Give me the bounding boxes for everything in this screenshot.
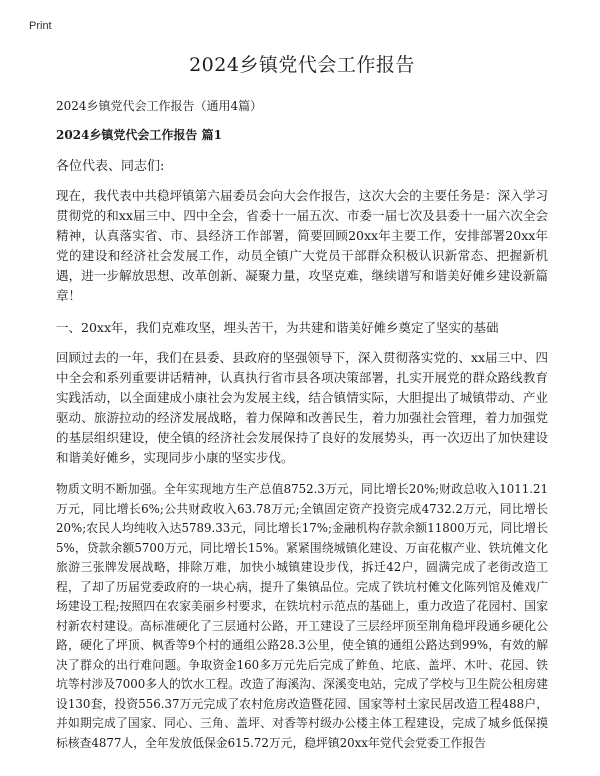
salutation: 各位代表、同志们: <box>56 159 165 174</box>
paragraph-review: 回顾过去的一年，我们在县委、县政府的坚强领导下，深入贯彻落实党的、xx届三中、四中全会和系列重要讲话精神，认真执行省市县各项决策部署，扎实开展党的群众路线教育实践活动，以全面建成小康社会为发展主线，结合镇情实际，大胆提出了城镇带动、产业驱动、旅游拉动的经济发展战略，着力保障和改善民生，着力加强社会管理，着力加强党的基层组织建设，使全镇的经济社会发展保持了良好的发展势头，再一次迈出了加快建设和谐美好傩乡，实现同步小康的坚实步伐。 <box>56 350 548 465</box>
paragraph-intro: 现在，我代表中共稳坪镇第六届委员会向大会作报告，这次大会的主要任务是：深入学习贯彻党的和xx届三中、四中全会，省委十一届五次、市委一届七次及县委十一届六次全会精神，认真落实省、市、县经济工作部署，简要回顾20xx年主要工作，安排部署20xx年党的建设和经济社会发展工作，动员全镇广大党员干部群众积极认识新常态、把握新机遇，进一步解放思想、改革创新、凝聚力量，攻坚克难，继续谱写和谐美好傩乡建设新篇章！ <box>56 188 548 303</box>
paragraph-material: 物质文明不断加强。全年实现地方生产总值8752.3万元，同比增长20%;财政总收入1011.21万元，同比增长6%;公共财政收入63.78万元;全镇固定资产投资完成4732.2万元，同比增长20%;农民人均纯收入达5789.33元，同比增长17%;金融机构存款余额11800万元，同比增长5%，贷款余额5700万元，同比增长15%。紧紧围绕城镇化建设、万亩花椒产业、铁坑傩文化旅游三张牌发展战略，排除万难，加快小城镇建设步伐，拆迁42户，圆满完成了老街改造工程，了却了历届党委政府的一块心病，提升了集镇品位。完成了铁坑村傩文化陈列馆及傩戏广场建设工程;按照四在农家美丽乡村要求，在铁坑村示范点的基础上，重力改造了花园村、国家村新农村建设。高标准硬化了三层通村公路，开工建设了三层经坪顶至荆角稳坪段通乡硬化公路，硬化了坪顶、枫香等9个村的通组公路28.3公里，使全镇的通组公路达到99%，有效的解决了群众的出行难问题。争取资金160多万元先后完成了鲊鱼、坨底、盖坪、木叶、花园、铁坑等村涉及7000多人的饮水工程。改造了海溪沟、深溪变电站，完成了学校与卫生院公租房建设130套，投资556.37万元完成了农村危房改造暨花园、国家等村土家民居改造工程488户，并如期完成了国家、同心、三角、盖坪、对香等村级办公楼主体工程建设，完成了城乡低保摸标核查4877人，全年发放低保金615.72万元，稳坪镇20xx年党代会党委工作报告 <box>56 482 548 750</box>
print-label[interactable]: Print <box>29 20 52 32</box>
document-subtitle: 2024乡镇党代会工作报告（通用4篇） <box>56 99 263 113</box>
numbered-heading: 一、20xx年，我们克难攻坚，埋头苦干，为共建和谐美好傩乡奠定了坚实的基础 <box>56 320 499 335</box>
document-title: 2024乡镇党代会工作报告 <box>189 54 415 76</box>
section-heading: 2024乡镇党代会工作报告 篇1 <box>56 128 222 142</box>
